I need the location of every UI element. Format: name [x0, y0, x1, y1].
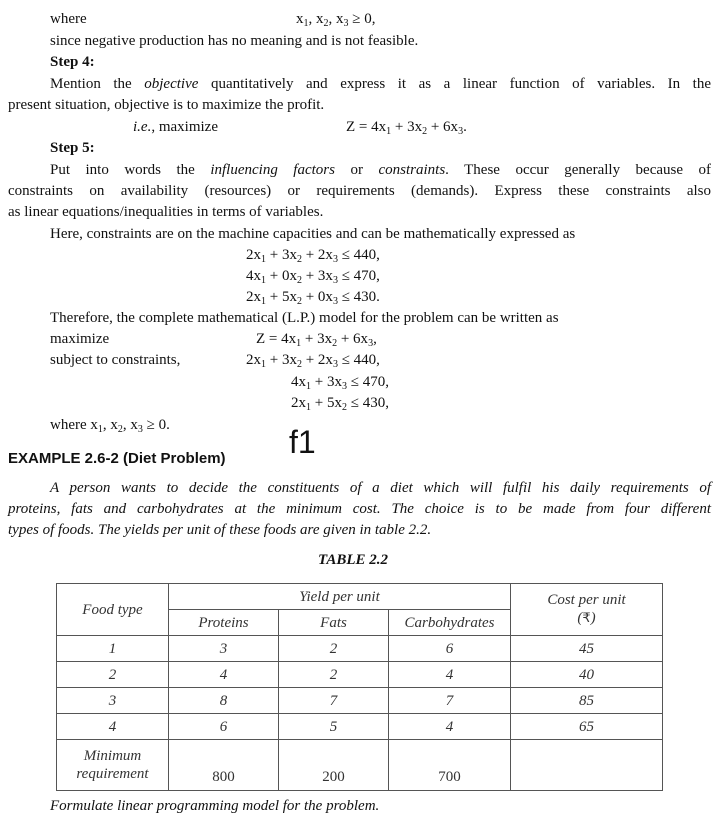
ie-maximize: i.e., maximize — [133, 119, 218, 135]
table-row: 4 6 5 4 65 — [57, 714, 663, 740]
diet-table — [56, 583, 663, 791]
rupee-symbol: ₹ — [582, 611, 591, 626]
handwritten-annotation: f1 — [289, 424, 316, 460]
header-cost: Cost per unit (₹) — [511, 584, 663, 636]
step5-line-1: Put into words the influencing factors or constraints. These occur generally because of — [50, 162, 712, 178]
step4-title: Step 4: — [50, 54, 95, 70]
negative-production-note: since negative production has no meaning and is not feasible. — [50, 33, 419, 49]
constraint-2: $4x_1 + 0x_2 + 3x_3 \le 470$, — [246, 268, 380, 286]
header-proteins: Proteins — [169, 610, 279, 636]
maximize-label: maximize — [50, 331, 110, 347]
example-para-3: types of foods. The yields per unit of these foods are given in table 2.2. — [8, 522, 432, 538]
model-intro: Therefore, the complete mathematical (L.P.) model for the problem can be written as — [50, 310, 559, 326]
header-carbohydrates: Carbohydrates — [389, 610, 511, 636]
header-fats: Fats — [279, 610, 389, 636]
model-constraint-2: $4x_1 + 3x_3 \le 470$, — [291, 374, 389, 392]
example-heading: EXAMPLE 2.6-2 (Diet Problem) — [8, 450, 226, 467]
table-row: 1 3 2 6 45 — [57, 636, 663, 662]
model-constraint-3: $2x_1 + 5x_2 \le 430$, — [291, 395, 389, 413]
header-food-type: Food type — [57, 584, 169, 636]
model-nonneg: where $x_1$, $x_2$, $x_3 \ge 0$. — [50, 417, 170, 435]
where-label: where — [50, 11, 87, 27]
header-yield: Yield per unit — [169, 584, 511, 610]
step5-line-3: as linear equations/inequalities in terms of variables. — [8, 204, 324, 220]
constraint-1: $2x_1 + 3x_2 + 2x_3 \le 440$, — [246, 247, 380, 265]
example-para-1: A person wants to decide the constituents of a diet which will fulfil his daily requirements of — [50, 480, 711, 496]
step4-line-2: present situation, objective is to maximize the profit. — [8, 97, 325, 113]
objective-function: $Z = 4x_1 + 3x_2 + 6x_3$. — [346, 119, 467, 137]
model-objective: $Z = 4x_1 + 3x_2 + 6x_3$, — [256, 331, 377, 349]
step5-title: Step 5: — [50, 140, 95, 156]
table-row: 2 4 2 4 40 — [57, 662, 663, 688]
footer-instruction: Formulate linear programming model for the problem. — [50, 798, 380, 814]
step4-line-1: Mention the objective quantitatively and express it as a linear function of variables. In the — [50, 76, 711, 92]
subject-to-label: subject to constraints, — [50, 352, 181, 368]
example-para-2: proteins, fats and carbohydrates at the minimum cost. The choice is to be made from four different — [8, 501, 711, 517]
step5-line-2: constraints on availability (resources) or requirements (demands). Express these constraints also — [8, 183, 711, 199]
nonneg-constraint: $x_1$, $x_2$, $x_3 \ge 0$, — [296, 11, 376, 29]
constraint-3: $2x_1 + 5x_2 + 0x_3 \le 430$. — [246, 289, 380, 307]
model-constraint-1: $2x_1 + 3x_2 + 2x_3 \le 440$, — [246, 352, 380, 370]
min-requirement-label: Minimum requirement — [57, 740, 169, 791]
min-requirement-row: Minimum requirement 800 200 700 — [57, 740, 663, 791]
table-caption: TABLE 2.2 — [318, 552, 389, 568]
step5-line-4: Here, constraints are on the machine capacities and can be mathematically expressed as — [50, 226, 576, 242]
table-row: 3 8 7 7 85 — [57, 688, 663, 714]
